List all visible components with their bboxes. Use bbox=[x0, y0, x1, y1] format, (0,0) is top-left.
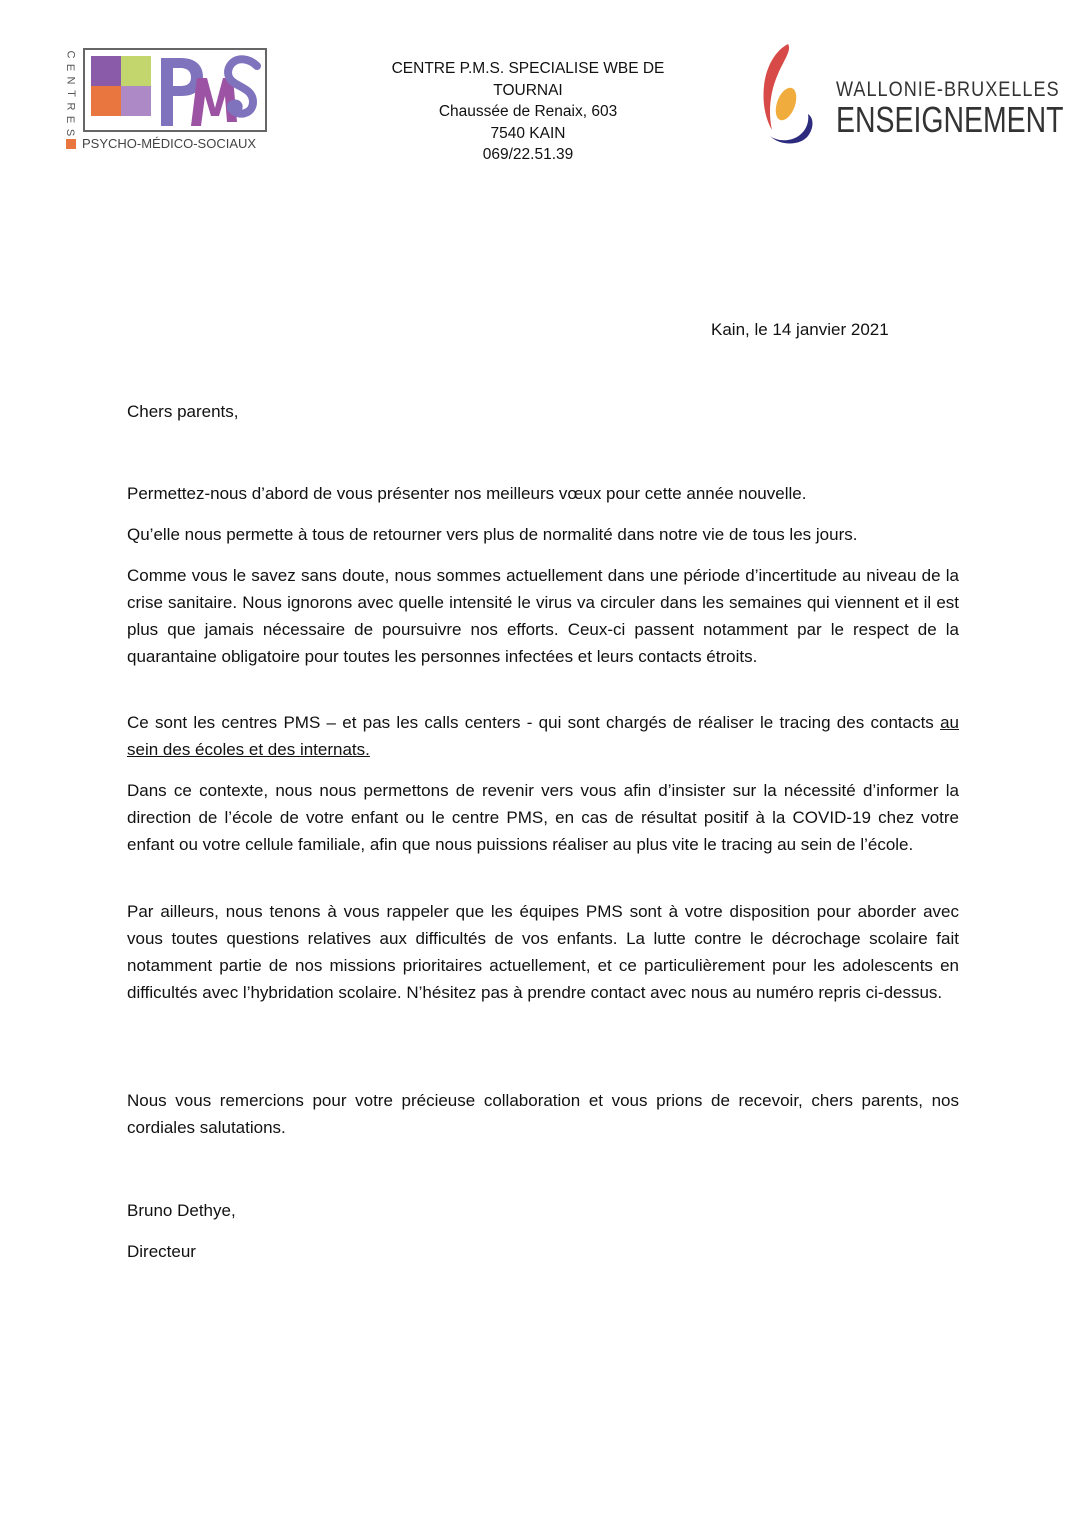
paragraph-tracing bbox=[127, 709, 959, 763]
center-name-line2: TOURNAI bbox=[493, 81, 563, 99]
paragraph-pms-availability: Par ailleurs, nous tenons à vous rappeler que les équipes PMS sont à votre disposition pour aborder avec vous toutes questions relatives aux difficultés de vos enfants. La lutte contre le décrochage scolaire fait notamment partie de nos missions prioritaires actuellement, et ce particulièrement pour les adolescents en difficultés avec l’hybridation scolaire. N’hésitez pas à prendre contact avec nous au numéro repris ci-dessus. bbox=[127, 902, 959, 1002]
wallonie-bruxelles-enseignement-logo bbox=[758, 42, 1064, 148]
logo-square-purple bbox=[91, 56, 121, 86]
paragraph-closing: Nous vous remercions pour votre précieuse collaboration et vous prions de recevoir, chers parents, nos cordiales salutations. bbox=[127, 1091, 959, 1137]
letter-salutation: Chers parents, bbox=[127, 402, 239, 421]
center-phone: 069/22.51.39 bbox=[482, 146, 574, 163]
center-street: Chaussée de Renaix, 603 bbox=[438, 103, 618, 120]
center-city: 7540 KAIN bbox=[490, 124, 566, 142]
pms-centres-logo bbox=[62, 46, 274, 154]
paragraph-inform-school: Dans ce contexte, nous nous permettons de revenir vers vous afin d’insister sur la nécessité d’informer la direction de l’école de votre enfant ou le centre PMS, en cas de résultat positif à la COVID-19 chez votre enfant ou votre cellule familiale, afin que nous puissions réaliser au plus vite le tracing au sein de l’école. bbox=[127, 781, 959, 854]
center-name-line1: CENTRE P.M.S. SPECIALISE WBE DE bbox=[391, 60, 665, 77]
tracing-text: Ce sont les centres PMS – et pas les calls centers - qui sont chargés de réaliser le tracing des contacts bbox=[127, 713, 941, 732]
signature-title: Directeur bbox=[127, 1242, 196, 1261]
logo-square-green bbox=[121, 56, 151, 86]
center-address-block bbox=[340, 58, 716, 166]
pms-letters-icon bbox=[157, 52, 267, 130]
wbe-wordmark: WALLONIE-BRUXELLES ENSEIGNEMENT bbox=[836, 78, 1064, 140]
paragraph-normality: Qu’elle nous permette à tous de retourner vers plus de normalité dans notre vie de tous les jours. bbox=[127, 525, 858, 544]
logo-square-lilac bbox=[121, 86, 151, 116]
paragraph-wishes: Permettez-nous d’abord de vous présenter nos meilleurs vœux pour cette année nouvelle. bbox=[127, 484, 807, 503]
wbe-swoosh-icon bbox=[758, 42, 820, 148]
logo-vertical-text: C E N T R E S bbox=[64, 50, 77, 137]
signature-name: Bruno Dethye, bbox=[127, 1201, 236, 1220]
orange-square-icon bbox=[66, 139, 76, 149]
tracing-underlined-text: au sein des écoles et des internats. bbox=[127, 713, 959, 759]
logo-square-orange bbox=[91, 86, 121, 116]
logo-frame bbox=[83, 48, 267, 132]
paragraph-sanitary-crisis: Comme vous le savez sans doute, nous sommes actuellement dans une période d’incertitude au niveau de la crise sanitaire. Nous ignorons avec quelle intensité le virus va circuler dans les semaines qui viennent et il est plus que jamais nécessaire de poursuivre nos efforts. Ceux-ci passent notamment par le respect de la quarantaine obligatoire pour toutes les personnes infectées et leurs contacts étroits. bbox=[127, 566, 959, 666]
letter-date: Kain, le 14 janvier 2021 bbox=[711, 320, 889, 339]
logo-bottom-text: PSYCHO-MÉDICO-SOCIAUX bbox=[66, 136, 256, 151]
